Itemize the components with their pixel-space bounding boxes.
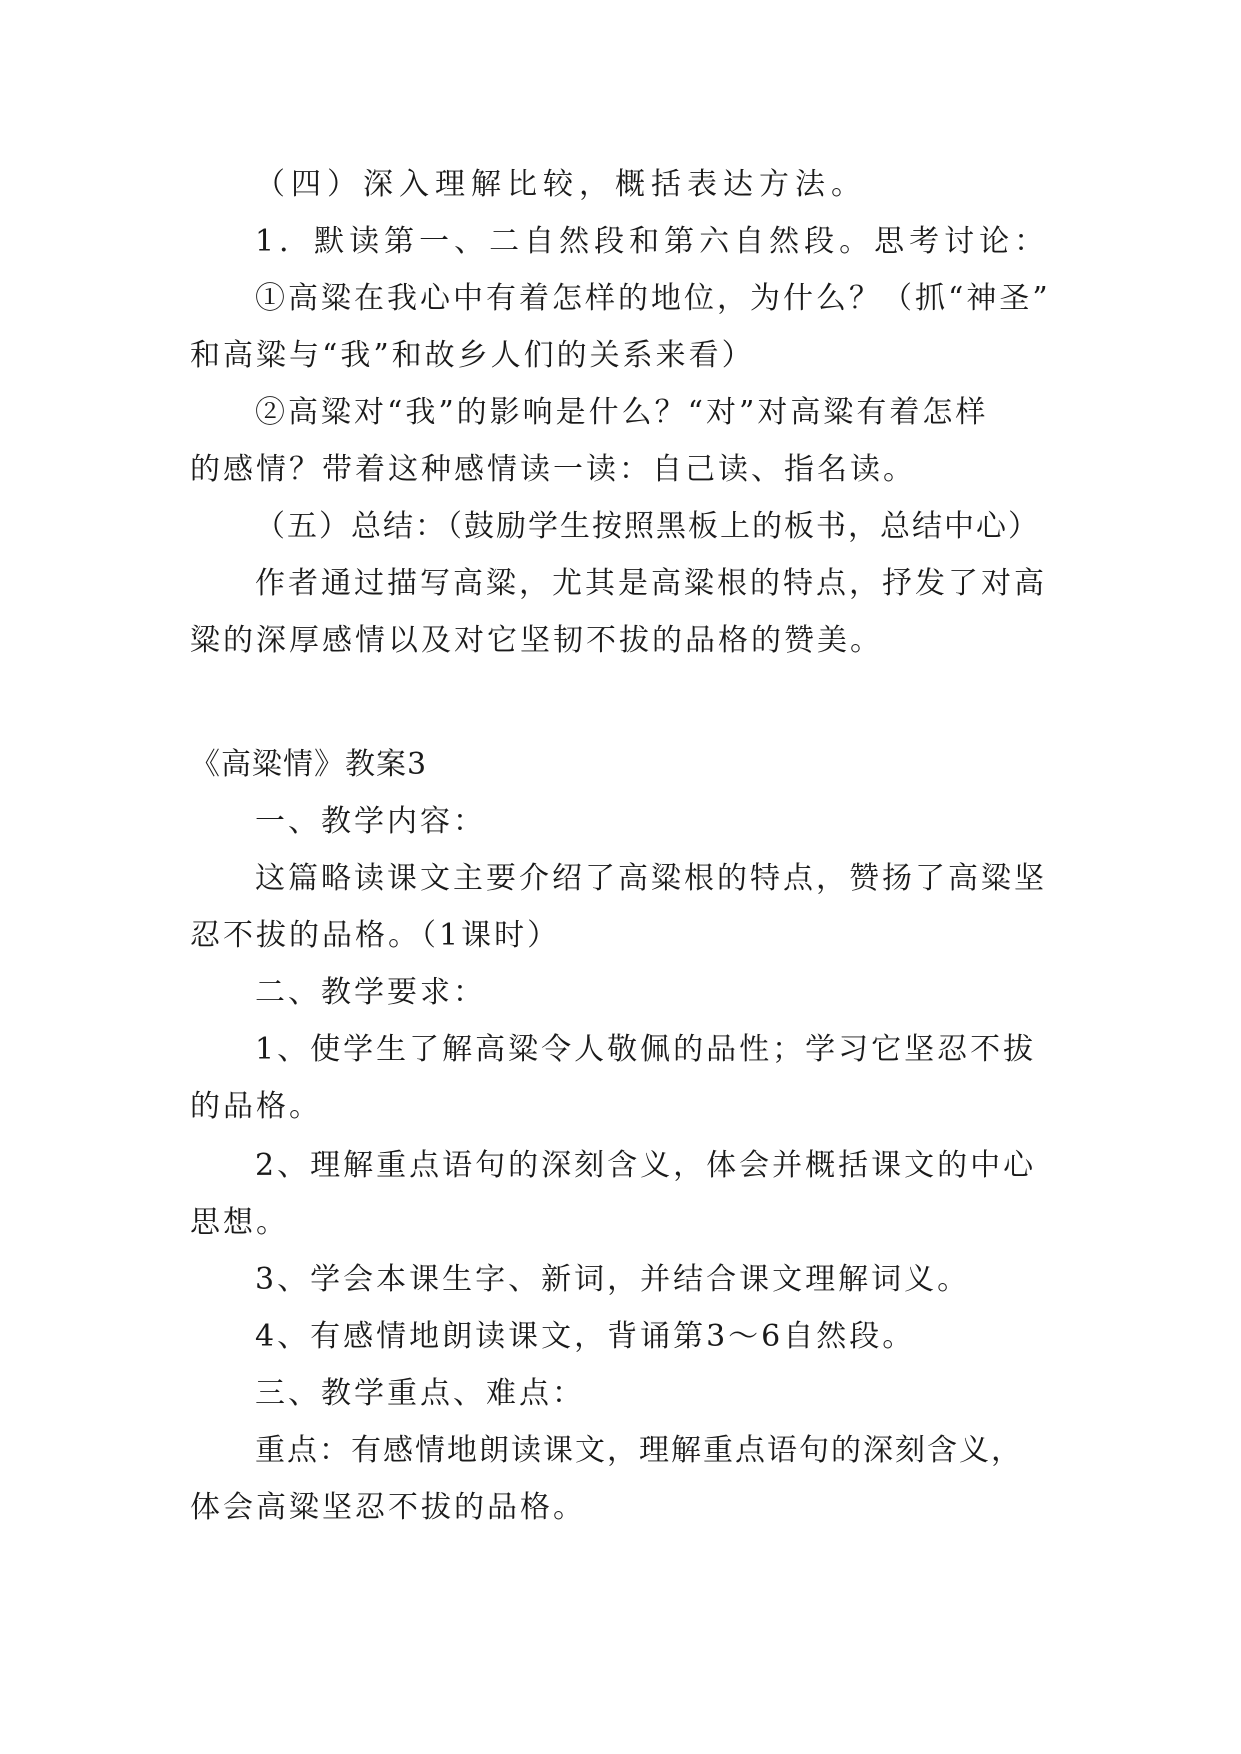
- section-heading-1: 一、教学内容：: [255, 804, 486, 839]
- paragraph-line: 1．默读第一、二自然段和第六自然段。思考讨论：: [255, 224, 1050, 259]
- paragraph-line: 作者通过描写高粱，尤其是高粱根的特点，抒发了对高: [255, 566, 1047, 601]
- section-heading-4: （四）深入理解比较，概括表达方法。: [255, 167, 867, 202]
- list-item-4: 4、有感情地朗读课文，背诵第3～6自然段。: [255, 1319, 916, 1354]
- paragraph-line: 忍不拔的品格。（1课时）: [190, 918, 561, 953]
- paragraph-line: 体会高粱坚忍不拔的品格。: [190, 1490, 586, 1525]
- list-item-1: 1、使学生了解高粱令人敬佩的品性；学习它坚忍不拔: [255, 1032, 1037, 1067]
- paragraph-line: 的品格。: [190, 1089, 322, 1124]
- paragraph-line: 和高粱与“我”和故乡人们的关系来看）: [190, 338, 755, 373]
- paragraph-line: ②高粱对“我”的影响是什么？“对”对高粱有着怎样: [255, 395, 989, 430]
- section-heading-5: （五）总结：（鼓励学生按照黑板上的板书，总结中心）: [255, 509, 1040, 544]
- list-item-2: 2、理解重点语句的深刻含义，体会并概括课文的中心: [255, 1148, 1037, 1183]
- section-heading-2: 二、教学要求：: [255, 975, 486, 1010]
- paragraph-line: ①高粱在我心中有着怎样的地位，为什么？（抓“神圣”: [255, 281, 1051, 316]
- paragraph-line: 粱的深厚感情以及对它坚韧不拔的品格的赞美。: [190, 623, 883, 658]
- list-item-3: 3、学会本课生字、新词，并结合课文理解词义。: [255, 1262, 971, 1297]
- paragraph-line: 的感情？带着这种感情读一读：自己读、指名读。: [190, 452, 916, 487]
- section-heading-3: 三、教学重点、难点：: [255, 1376, 585, 1411]
- paragraph-line: 重点：有感情地朗读课文，理解重点语句的深刻含义，: [255, 1433, 1023, 1468]
- paragraph-line: 这篇略读课文主要介绍了高粱根的特点，赞扬了高粱坚: [255, 861, 1047, 896]
- paragraph-line: 思想。: [190, 1205, 289, 1240]
- lesson-title: 《高粱情》教案3: [190, 747, 428, 782]
